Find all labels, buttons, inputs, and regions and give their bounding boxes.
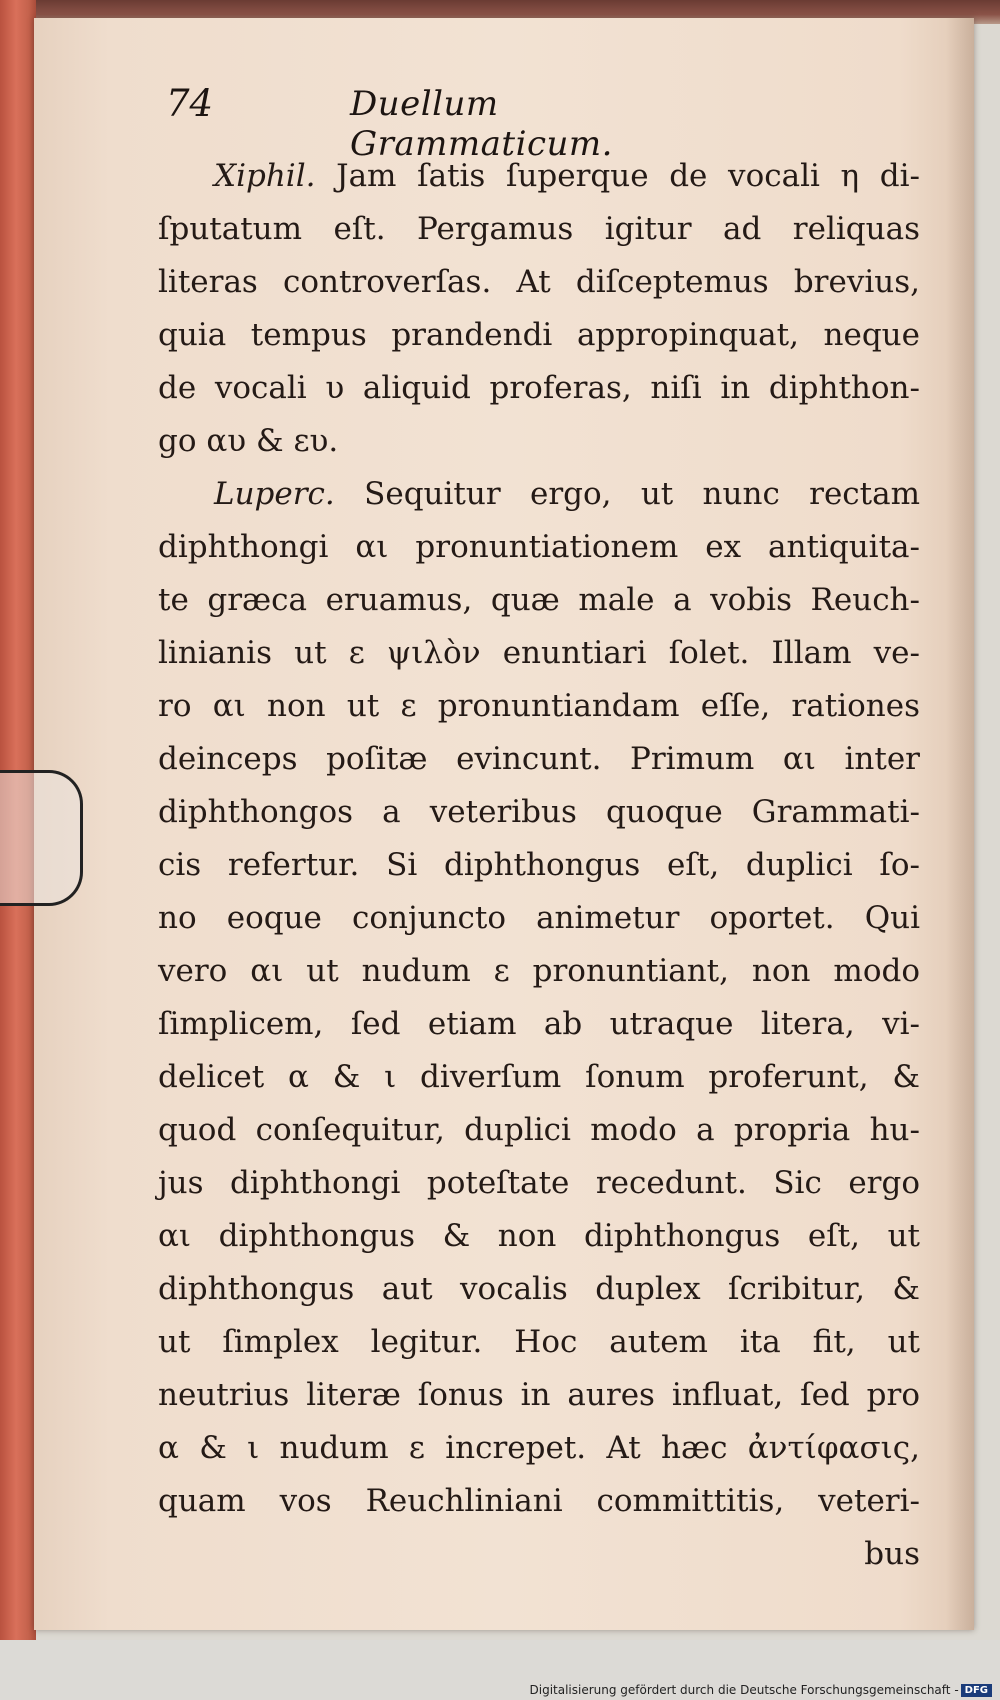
footer-credit [530,1683,993,1697]
text-line: de vocali υ aliquid proferas, niſi in diphthon- [158,370,920,406]
page-gutter-shadow [946,18,974,1630]
text-line: linianis ut ε ψιλὸν enuntiari ſolet. Illam ve- [158,635,920,671]
text-line: neutrius literæ ſonus in aures influat, ſed pro [158,1377,920,1413]
text-line: vero αι ut nudum ε pronuntiant, non modo [158,953,920,989]
text-line: diphthongi αι pronuntiationem ex antiquita- [158,529,920,565]
dfg-logo: DFG [961,1684,992,1697]
text-line: quod conſequitur, duplici modo a propria hu- [158,1112,920,1148]
speaker-name: Luperc. [214,476,335,512]
text-line: jus diphthongi poteſtate recedunt. Sic ergo [158,1165,920,1201]
page-number: 74 [166,82,214,125]
text-line: quam vos Reuchliniani committitis, veteri- [158,1483,920,1519]
catchword: bus [864,1536,920,1572]
text-line: ſputatum eſt. Pergamus igitur ad reliquas [158,211,920,247]
text-line: ro αι non ut ε pronuntiandam eſſe, rationes [158,688,920,724]
body-text [158,150,920,1581]
text-line: ſimplicem, ſed etiam ab utraque litera, vi- [158,1006,920,1042]
running-title: Duellum Grammaticum. [350,84,613,164]
text-line: go αυ & ευ. [158,423,339,459]
speaker-name: Xiphil. [214,158,316,194]
text-line: αι diphthongus & non diphthongus eſt, ut [158,1218,920,1254]
text-line: ut ſimplex legitur. Hoc autem ita fit, ut [158,1324,920,1360]
text-line: quia tempus prandendi appropinquat, neque [158,317,920,353]
text-line: no eoque conjuncto animetur oportet. Qui [158,900,920,936]
text-line: literas controverſas. At diſceptemus brevius, [158,264,920,300]
page-header [130,78,770,164]
text-line: α & ι nudum ε increpet. At hæc ἀντίφασις, [158,1430,920,1466]
text-line: Luperc. Sequitur ergo, ut nunc rectam [214,476,920,512]
text-line: diphthongus aut vocalis duplex ſcribitur, & [158,1271,920,1307]
text-line: Xiphil. Jam ſatis ſuperque de vocali η di- [214,158,920,194]
text-line: te græca eruamus, quæ male a vobis Reuch- [158,582,920,618]
page-clip [0,770,83,906]
text-line: delicet α & ι diverſum ſonum proferunt, & [158,1059,920,1095]
text-line: cis refertur. Si diphthongus eſt, duplici ſo- [158,847,920,883]
credit-text: Digitalisierung gefördert durch die Deutsche Forschungsgemeinschaft - [529,1683,959,1697]
text-line: deinceps poſitæ evincunt. Primum αι inter [158,741,920,777]
text-line: diphthongos a veteribus quoque Grammati- [158,794,920,830]
